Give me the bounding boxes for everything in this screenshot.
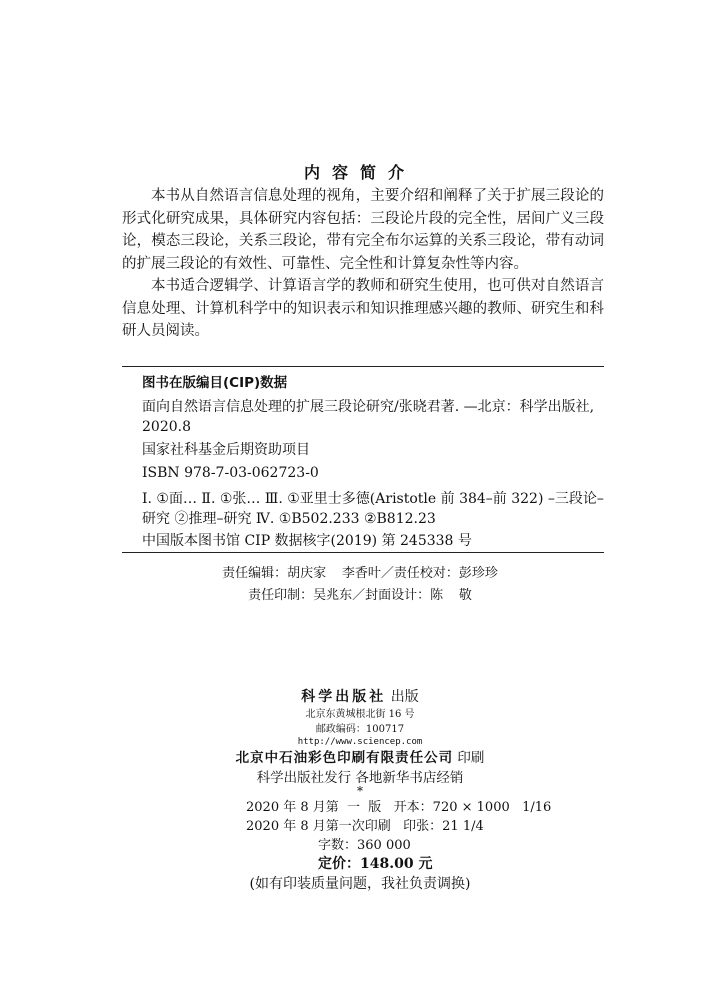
publisher-suffix: 出版	[390, 689, 419, 705]
cip-classification: 研究 ②推理–研究 Ⅳ. ①B502.233 ②B812.23	[142, 511, 436, 527]
cip-heading: 图书在版编目(CIP)数据	[142, 375, 288, 391]
publisher-logotype: 科学出版社	[301, 689, 387, 705]
printer-name: 北京中石油彩色印刷有限责任公司	[235, 750, 454, 766]
publisher-address: 北京东黄城根北街 16 号	[305, 709, 415, 720]
editors-line: 责任编辑：胡庆家 李香叶／责任校对：彭珍珍	[222, 566, 498, 581]
quality-note: (如有印装质量问题，我社负责调换)	[249, 876, 471, 892]
price: 定价：148.00 元	[318, 856, 433, 872]
editors-line: 责任印制：吴兆东／封面设计：陈 敬	[248, 588, 472, 603]
cip-block	[122, 371, 604, 549]
cip-record-number: 中国版本图书馆 CIP 数据核字(2019) 第 245338 号	[142, 533, 472, 549]
printer-line	[0, 748, 720, 768]
summary-body	[122, 185, 604, 343]
word-count: 字数：360 000	[318, 838, 411, 853]
publisher-url: http://www.sciencep.com	[297, 737, 423, 747]
publisher-name-line	[0, 686, 720, 706]
distribution-line: 科学出版社发行 各地新华书店经销	[256, 770, 464, 786]
publisher-block	[0, 686, 720, 748]
printing-block	[0, 748, 720, 788]
edition-line: 2020 年 8 月第 一 版 开本：720 × 1000 1/16	[246, 800, 552, 815]
divider	[122, 552, 604, 553]
cip-line: 面向自然语言信息处理的扩展三段论研究/张晓君著. —北京：科学出版社,	[142, 399, 595, 415]
editors-block	[0, 563, 720, 607]
summary-paragraph: 本书从自然语言信息处理的视角，主要介绍和阐释了关于扩展三段论的形式化研究成果，具体研究内容包括：三段论片段的完全性，居间广义三段论，模态三段论，关系三段论，带有完全布尔运算的关系三段论，带有动词的扩展三段论的有效性、可靠性、完全性和计算复杂性等内容。	[122, 188, 604, 272]
divider	[122, 366, 604, 367]
impression-line: 2020 年 8 月第一次印刷 印张：21 1/4	[246, 819, 484, 834]
publisher-postcode: 邮政编码：100717	[315, 724, 405, 735]
cip-isbn: ISBN 978-7-03-062723-0	[142, 465, 319, 481]
printer-suffix: 印刷	[457, 750, 485, 766]
summary-title: 内容简介	[303, 163, 416, 182]
summary-paragraph: 本书适合逻辑学、计算语言学的教师和研究生使用，也可供对自然语言信息处理、计算机科学中的知识表示和知识推理感兴趣的教师、研究生和科研人员阅读。	[122, 278, 604, 339]
cip-classification: Ⅰ. ①面… Ⅱ. ①张… Ⅲ. ①亚里士多德(Aristotle 前 384–前 322) –三段论–	[142, 491, 604, 507]
separator-star: *	[357, 784, 363, 798]
cip-line: 国家社科基金后期资助项目	[142, 442, 310, 458]
cip-line: 2020.8	[142, 419, 191, 435]
